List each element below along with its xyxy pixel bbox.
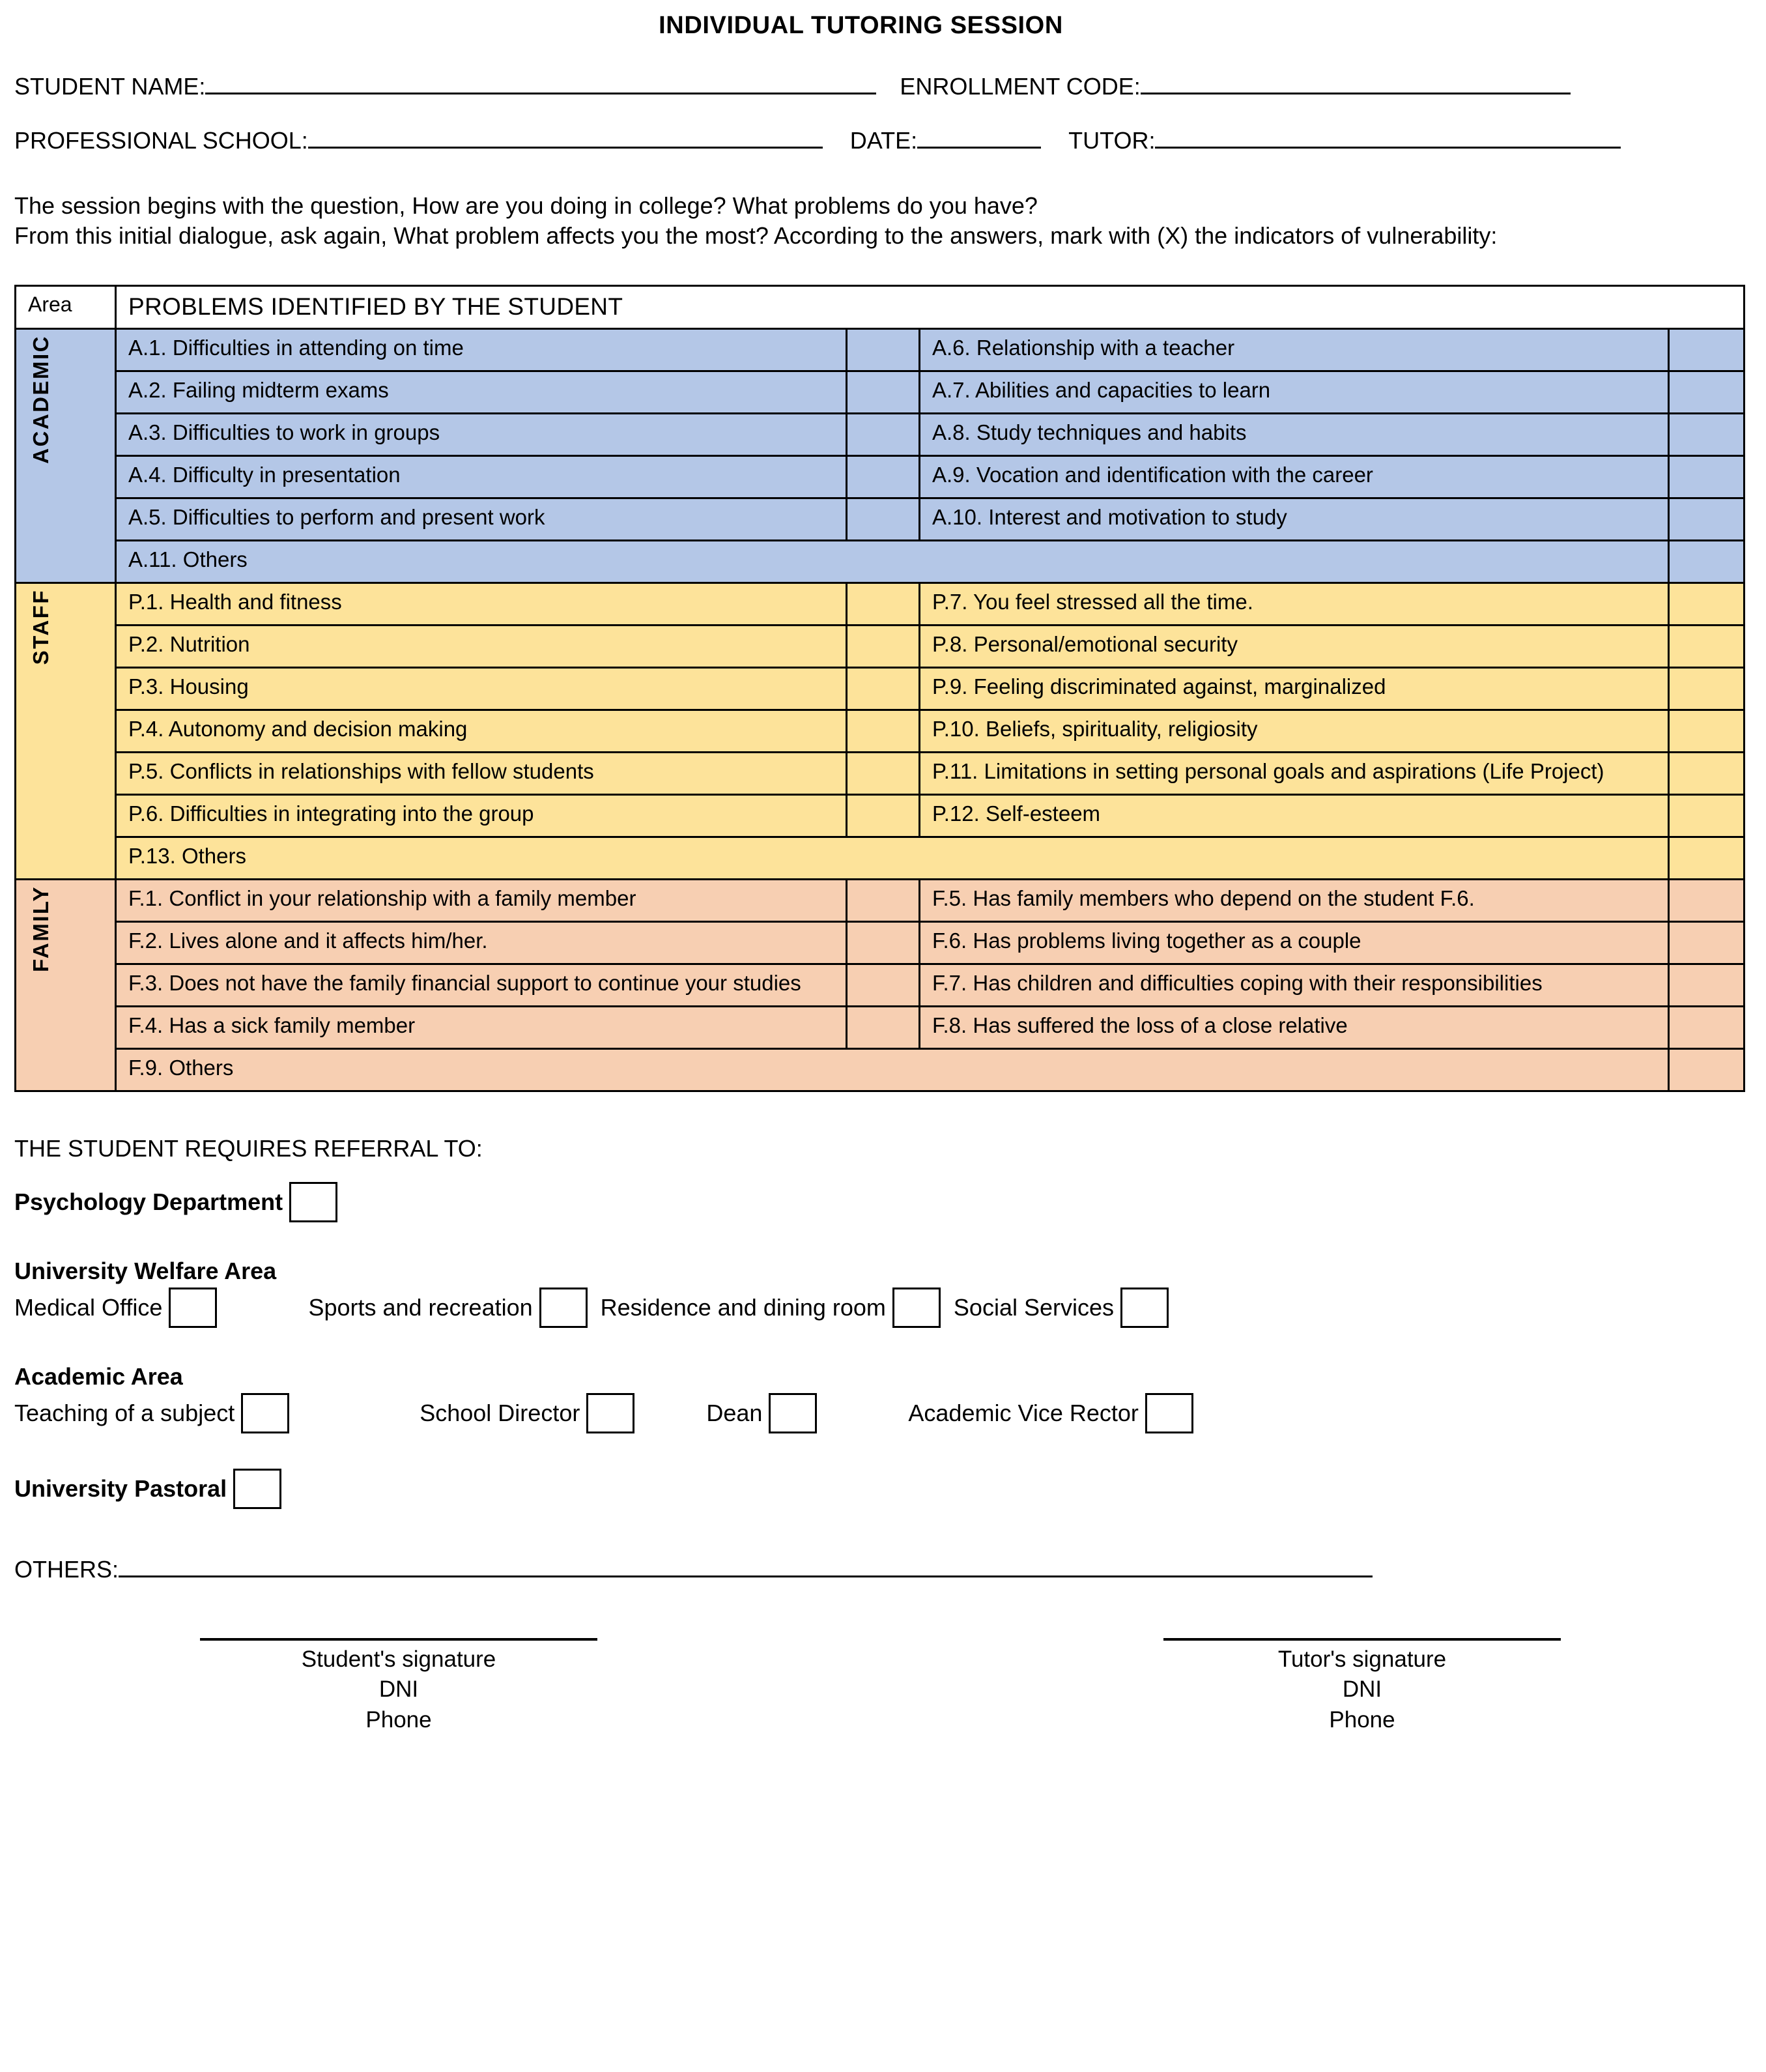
problem-checkbox-others[interactable] bbox=[1669, 541, 1745, 583]
sports-and-recreation-checkbox[interactable] bbox=[539, 1288, 588, 1328]
problem-label-right: A.9. Vocation and identification with the career bbox=[920, 456, 1669, 498]
problem-checkbox-left[interactable] bbox=[847, 880, 920, 922]
problem-label-others: A.11. Others bbox=[116, 541, 1669, 583]
problem-label-others: F.9. Others bbox=[116, 1049, 1669, 1091]
tutor-signature-label: Tutor's signature bbox=[1277, 1647, 1447, 1673]
signatures-section bbox=[14, 1638, 1746, 1735]
problem-label-right: F.5. Has family members who depend on the student F.6. bbox=[920, 880, 1669, 922]
problem-checkbox-right[interactable] bbox=[1669, 1007, 1745, 1049]
problem-label-left: A.5. Difficulties to perform and present work bbox=[116, 498, 847, 541]
problem-checkbox-right[interactable] bbox=[1669, 414, 1745, 456]
date-label: DATE: bbox=[849, 127, 918, 154]
academic-item-label-3: Academic Vice Rector bbox=[908, 1400, 1139, 1427]
table-row bbox=[16, 583, 1745, 626]
problem-checkbox-left[interactable] bbox=[847, 414, 920, 456]
problem-label-right: P.10. Beliefs, spirituality, religiosity bbox=[920, 710, 1669, 753]
table-row bbox=[16, 414, 1745, 456]
problem-checkbox-others[interactable] bbox=[1669, 1049, 1745, 1091]
table-row-others bbox=[16, 541, 1745, 583]
problem-label-right: P.11. Limitations in setting personal goals and aspirations (Life Project) bbox=[920, 753, 1669, 795]
area-label: FAMILY bbox=[29, 885, 53, 973]
problem-checkbox-left[interactable] bbox=[847, 371, 920, 414]
welfare-area-row bbox=[14, 1288, 1746, 1328]
problem-checkbox-left[interactable] bbox=[847, 583, 920, 626]
academic-item-label-1: School Director bbox=[420, 1400, 580, 1427]
table-row bbox=[16, 456, 1745, 498]
problem-checkbox-left[interactable] bbox=[847, 922, 920, 964]
problem-checkbox-left[interactable] bbox=[847, 329, 920, 371]
medical-office-checkbox[interactable] bbox=[169, 1288, 217, 1328]
problem-label-left: P.5. Conflicts in relationships with fellow students bbox=[116, 753, 847, 795]
problem-label-left: P.2. Nutrition bbox=[116, 626, 847, 668]
tutor-signature-line[interactable] bbox=[1163, 1638, 1561, 1641]
table-header-problems: PROBLEMS IDENTIFIED BY THE STUDENT bbox=[116, 286, 1745, 329]
table-body bbox=[16, 329, 1745, 1091]
table-header-row bbox=[16, 286, 1745, 329]
intro-line-2: From this initial dialogue, ask again, What problem affects you the most? According to the answers, mark with (X) the indicators of vulnerability: bbox=[14, 222, 1498, 250]
problem-label-right: A.10. Interest and motivation to study bbox=[920, 498, 1669, 541]
referral-heading: THE STUDENT REQUIRES REFERRAL TO: bbox=[14, 1135, 483, 1162]
academic-vice-rector-checkbox[interactable] bbox=[1145, 1393, 1193, 1433]
problem-checkbox-left[interactable] bbox=[847, 710, 920, 753]
student-phone-label: Phone bbox=[365, 1706, 432, 1733]
tutor-dni-label: DNI bbox=[1342, 1676, 1382, 1703]
enrollment-code-input[interactable] bbox=[1141, 92, 1571, 94]
problem-label-left: F.1. Conflict in your relationship with a family member bbox=[116, 880, 847, 922]
welfare-item-label-2: Residence and dining room bbox=[600, 1294, 886, 1321]
pastoral-row bbox=[14, 1469, 1746, 1509]
problem-label-left: P.6. Difficulties in integrating into the group bbox=[116, 795, 847, 837]
problem-label-right: P.8. Personal/emotional security bbox=[920, 626, 1669, 668]
psychology-department-checkbox[interactable] bbox=[289, 1182, 337, 1222]
problem-label-right: F.7. Has children and difficulties coping with their responsibilities bbox=[920, 964, 1669, 1007]
table-row bbox=[16, 710, 1745, 753]
problem-checkbox-right[interactable] bbox=[1669, 753, 1745, 795]
area-label-cell bbox=[16, 583, 116, 880]
table-row bbox=[16, 922, 1745, 964]
intro-paragraph bbox=[14, 191, 1746, 251]
table-row bbox=[16, 498, 1745, 541]
student-signature-label: Student's signature bbox=[301, 1647, 496, 1673]
area-label-cell bbox=[16, 329, 116, 583]
welfare-item-label-3: Social Services bbox=[953, 1294, 1115, 1321]
problem-checkbox-right[interactable] bbox=[1669, 922, 1745, 964]
table-header-area: Area bbox=[16, 286, 116, 329]
problem-label-right: F.6. Has problems living together as a couple bbox=[920, 922, 1669, 964]
tutor-input[interactable] bbox=[1155, 146, 1621, 149]
problem-label-left: A.3. Difficulties to work in groups bbox=[116, 414, 847, 456]
student-signature-block bbox=[112, 1638, 685, 1735]
problem-checkbox-left[interactable] bbox=[847, 456, 920, 498]
university-pastoral-checkbox[interactable] bbox=[233, 1469, 281, 1509]
welfare-item-label-0: Medical Office bbox=[14, 1294, 163, 1321]
problem-checkbox-left[interactable] bbox=[847, 668, 920, 710]
academic-area-title: Academic Area bbox=[14, 1363, 183, 1390]
table-row bbox=[16, 753, 1745, 795]
welfare-area-title: University Welfare Area bbox=[14, 1258, 277, 1285]
problem-checkbox-left[interactable] bbox=[847, 753, 920, 795]
referral-psychology-row bbox=[14, 1182, 1746, 1222]
problem-label-left: P.1. Health and fitness bbox=[116, 583, 847, 626]
table-row bbox=[16, 329, 1745, 371]
student-dni-label: DNI bbox=[378, 1676, 419, 1703]
table-row bbox=[16, 964, 1745, 1007]
teaching-of-a-subject-checkbox[interactable] bbox=[241, 1393, 289, 1433]
date-input[interactable] bbox=[917, 146, 1041, 149]
table-row bbox=[16, 1007, 1745, 1049]
others-label: OTHERS: bbox=[14, 1556, 119, 1583]
problem-label-right: P.9. Feeling discriminated against, marginalized bbox=[920, 668, 1669, 710]
problem-checkbox-right[interactable] bbox=[1669, 880, 1745, 922]
problem-label-right: A.7. Abilities and capacities to learn bbox=[920, 371, 1669, 414]
table-row bbox=[16, 795, 1745, 837]
professional-school-input[interactable] bbox=[308, 146, 823, 149]
problem-label-left: F.2. Lives alone and it affects him/her. bbox=[116, 922, 847, 964]
table-row bbox=[16, 668, 1745, 710]
academic-item-label-2: Dean bbox=[706, 1400, 763, 1427]
problem-checkbox-left[interactable] bbox=[847, 795, 920, 837]
problems-table bbox=[14, 285, 1745, 1092]
psychology-department-label: Psychology Department bbox=[14, 1188, 283, 1216]
others-input[interactable] bbox=[119, 1575, 1373, 1577]
form-row-student bbox=[14, 75, 1746, 100]
problem-label-left: A.2. Failing midterm exams bbox=[116, 371, 847, 414]
page-title: INDIVIDUAL TUTORING SESSION bbox=[659, 12, 1063, 39]
academic-area-row bbox=[14, 1393, 1746, 1433]
dean-checkbox[interactable] bbox=[769, 1393, 817, 1433]
problem-label-left: A.1. Difficulties in attending on time bbox=[116, 329, 847, 371]
problem-label-left: P.4. Autonomy and decision making bbox=[116, 710, 847, 753]
problem-label-left: F.4. Has a sick family member bbox=[116, 1007, 847, 1049]
student-name-label: STUDENT NAME: bbox=[14, 73, 206, 100]
problem-label-others: P.13. Others bbox=[116, 837, 1669, 880]
problem-label-right: A.6. Relationship with a teacher bbox=[920, 329, 1669, 371]
others-row bbox=[14, 1556, 1746, 1583]
problem-checkbox-right[interactable] bbox=[1669, 710, 1745, 753]
academic-item-label-0: Teaching of a subject bbox=[14, 1400, 235, 1427]
problem-label-left: A.4. Difficulty in presentation bbox=[116, 456, 847, 498]
tutor-label: TUTOR: bbox=[1068, 127, 1156, 154]
table-head bbox=[16, 286, 1745, 329]
problem-checkbox-right[interactable] bbox=[1669, 626, 1745, 668]
form-row-school bbox=[14, 129, 1746, 154]
tutor-signature-block bbox=[1075, 1638, 1649, 1735]
area-label: ACADEMIC bbox=[29, 335, 53, 465]
student-name-input[interactable] bbox=[205, 92, 876, 94]
welfare-item-label-1: Sports and recreation bbox=[308, 1294, 533, 1321]
problem-checkbox-left[interactable] bbox=[847, 964, 920, 1007]
intro-line-1: The session begins with the question, How are you doing in college? What problems do you have? bbox=[14, 192, 1038, 219]
problem-checkbox-left[interactable] bbox=[847, 626, 920, 668]
area-label: STAFF bbox=[29, 589, 53, 665]
student-signature-line[interactable] bbox=[200, 1638, 597, 1641]
problem-checkbox-right[interactable] bbox=[1669, 498, 1745, 541]
table-row bbox=[16, 880, 1745, 922]
problem-label-right: P.12. Self-esteem bbox=[920, 795, 1669, 837]
problem-checkbox-others[interactable] bbox=[1669, 837, 1745, 880]
problem-label-left: P.3. Housing bbox=[116, 668, 847, 710]
table-row bbox=[16, 626, 1745, 668]
problem-checkbox-right[interactable] bbox=[1669, 668, 1745, 710]
problem-label-right: A.8. Study techniques and habits bbox=[920, 414, 1669, 456]
tutor-phone-label: Phone bbox=[1329, 1706, 1395, 1733]
school-director-checkbox[interactable] bbox=[586, 1393, 634, 1433]
problem-label-right: F.8. Has suffered the loss of a close relative bbox=[920, 1007, 1669, 1049]
problem-checkbox-right[interactable] bbox=[1669, 456, 1745, 498]
problem-checkbox-right[interactable] bbox=[1669, 795, 1745, 837]
professional-school-label: PROFESSIONAL SCHOOL: bbox=[14, 127, 308, 154]
enrollment-code-label: ENROLLMENT CODE: bbox=[900, 73, 1141, 100]
problem-checkbox-right[interactable] bbox=[1669, 329, 1745, 371]
table-row bbox=[16, 371, 1745, 414]
problem-checkbox-right[interactable] bbox=[1669, 371, 1745, 414]
area-label-cell bbox=[16, 880, 116, 1091]
problem-checkbox-right[interactable] bbox=[1669, 964, 1745, 1007]
problem-label-right: P.7. You feel stressed all the time. bbox=[920, 583, 1669, 626]
university-pastoral-label: University Pastoral bbox=[14, 1475, 227, 1503]
table-row-others bbox=[16, 1049, 1745, 1091]
social-services-checkbox[interactable] bbox=[1120, 1288, 1169, 1328]
table-row-others bbox=[16, 837, 1745, 880]
problem-checkbox-left[interactable] bbox=[847, 1007, 920, 1049]
problem-label-left: F.3. Does not have the family financial support to continue your studies bbox=[116, 964, 847, 1007]
problem-checkbox-left[interactable] bbox=[847, 498, 920, 541]
problem-checkbox-right[interactable] bbox=[1669, 583, 1745, 626]
residence-and-dining-room-checkbox[interactable] bbox=[892, 1288, 941, 1328]
